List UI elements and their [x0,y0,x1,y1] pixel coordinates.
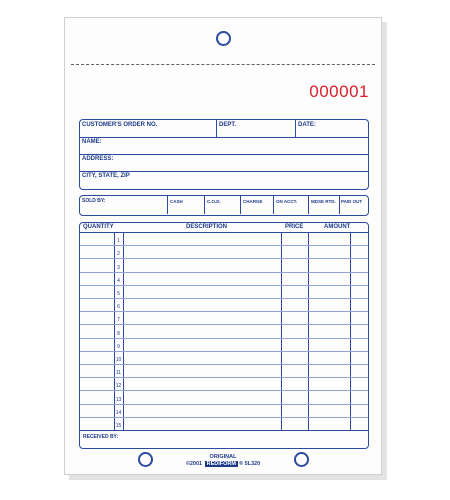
line-item-divider [80,377,368,378]
address-label: ADDRESS: [82,156,114,162]
registered-mark: ® [238,461,244,467]
line-number: 1 [117,238,120,245]
line-number: 14 [115,409,122,416]
on-acct-label: ON ACCT. [276,199,298,204]
form-number: 000001 [309,82,369,101]
line-number: 15 [115,423,122,429]
city-state-zip-label: CITY, STATE, ZIP [82,173,130,179]
line-item-divider [80,364,368,365]
line-item-divider [80,338,368,339]
line-item-divider [80,417,368,418]
line-number: 11 [115,370,122,377]
line-number: 4 [117,277,120,284]
line-number: 3 [117,264,120,271]
line-number: 10 [115,357,122,363]
quantity-header: QUANTITY [83,224,114,230]
received-by-label: RECEIVED BY: [83,434,119,440]
model-number: 5L320 [244,461,261,467]
line-item-divider [80,390,368,391]
line-number: 8 [117,330,120,337]
dept-label: DEPT. [219,122,237,128]
line-number: 9 [117,343,120,350]
line-number: 6 [117,304,120,311]
line-item-divider [80,404,368,405]
customer-info-box [79,119,369,190]
binding-hole-left [138,452,153,467]
line-item-divider [80,351,368,352]
perforation-line [71,64,375,65]
line-number: 5 [117,291,120,297]
copy-label: ORIGINAL [209,454,237,460]
binding-hole-top [216,31,231,46]
line-items-box [79,222,369,449]
binding-hole-right [294,452,309,467]
customer-order-no-label: CUSTOMER'S ORDER NO. [82,122,158,128]
line-item-divider [80,298,368,299]
line-number: 13 [115,396,122,403]
mdse-rtd-label: MDSE RTD. [311,199,336,204]
line-item-divider [80,285,368,286]
brand-logo: REDIFORM [206,461,236,467]
cod-label: C.O.D. [207,199,221,204]
sold-by-label: SOLD BY: [82,198,106,204]
line-item-divider [80,245,368,246]
line-item-divider [80,272,368,273]
price-header: PRICE [285,224,304,230]
amount-header: AMOUNT [324,224,351,230]
copyright-text: ©2001 [185,461,203,467]
cash-label: CASH [170,199,183,204]
sale-type-box [79,195,369,216]
date-label: DATE: [298,122,316,128]
line-item-divider [80,258,368,259]
name-label: NAME: [82,139,102,145]
imprint [65,461,381,468]
line-item-divider [80,311,368,312]
line-number: 7 [117,317,120,324]
sales-order-form [64,17,382,475]
description-header: DESCRIPTION [186,224,228,230]
charge-label: CHARGE [243,199,263,204]
paid-out-label: PAID OUT [341,199,363,204]
line-number: 2 [117,251,120,258]
line-number: 12 [115,383,122,390]
line-item-divider [80,324,368,325]
